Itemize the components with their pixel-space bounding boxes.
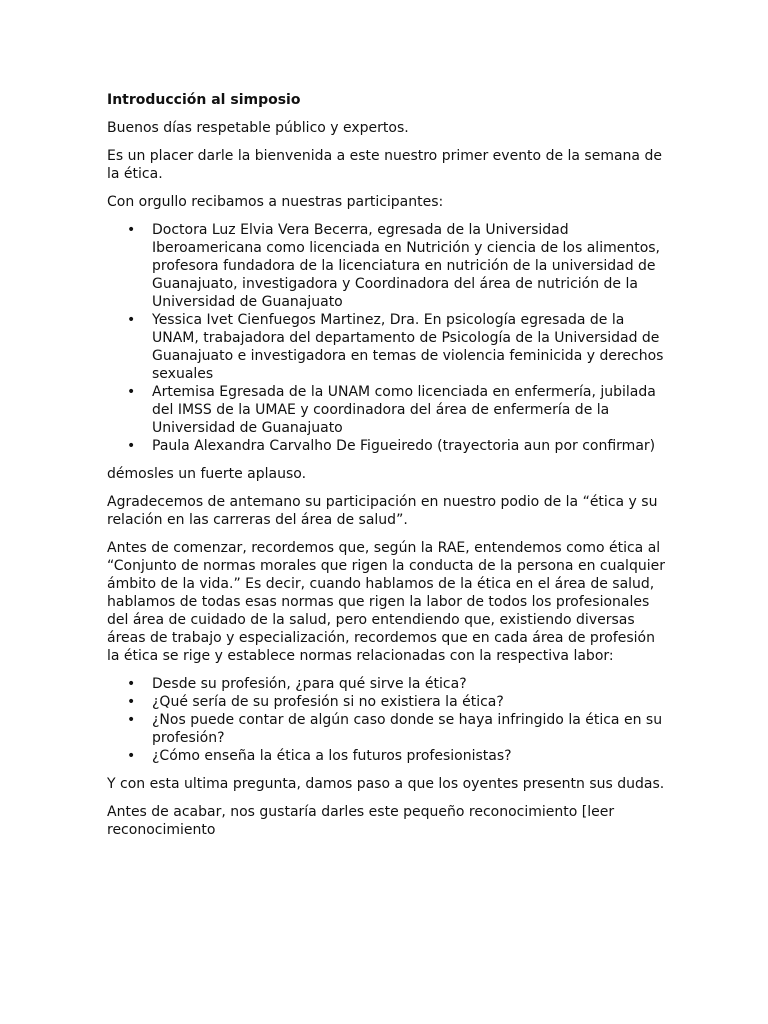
list-item: • Yessica Ivet Cienfuegos Martinez, Dra. En psicología egresada de la UNAM, trabajadora del departamento de Psicología de la Universidad de Guanajuato e investigadora en temas de violencia feminicida y derechos sexuales xyxy=(107,311,667,383)
participants-list xyxy=(107,221,667,455)
participants-intro: Con orgullo recibamos a nuestras participantes: xyxy=(107,194,444,210)
questions-list xyxy=(107,675,667,765)
closing-questions-paragraph: Y con esta ultima pregunta, damos paso a que los oyentes presentn sus dudas. xyxy=(107,776,665,792)
list-item: • ¿Qué sería de su profesión si no existiera la ética? xyxy=(107,693,667,711)
list-item: • Desde su profesión, ¿para qué sirve la ética? xyxy=(107,675,667,693)
list-item: • Paula Alexandra Carvalho De Figueiredo (trayectoria aun por confirmar) xyxy=(107,437,667,455)
thanks-paragraph: Agradecemos de antemano su participación en nuestro podio de la “ética y su relación en las carreras del área de salud”. xyxy=(107,494,658,528)
list-item: • ¿Cómo enseña la ética a los futuros profesionistas? xyxy=(107,747,667,765)
closing-paragraph: Antes de acabar, nos gustaría darles este pequeño reconocimiento [leer reconocimiento xyxy=(107,804,615,838)
welcome-paragraph: Es un placer darle la bienvenida a este nuestro primer evento de la semana de la ética. xyxy=(107,148,662,182)
document-page xyxy=(107,91,667,849)
list-item: • ¿Nos puede contar de algún caso donde se haya infringido la ética en su profesión? xyxy=(107,711,667,747)
definition-paragraph: Antes de comenzar, recordemos que, según la RAE, entendemos como ética al “Conjunto de normas morales que rigen la conducta de la persona en cualquier ámbito de la vida.” Es decir, cuando hablamos de la ética en el área de salud, hablamos de todas esas normas que rigen la labor de todos los profesionales del área de cuidado de la salud, pero entendiendo que, existiendo diversas áreas de trabajo y especialización, recordemos que en cada área de profesión la ética se rige y establece normas relacionadas con la respectiva labor: xyxy=(107,540,665,664)
greeting-paragraph: Buenos días respetable público y expertos. xyxy=(107,120,409,136)
list-item: • Artemisa Egresada de la UNAM como licenciada en enfermería, jubilada del IMSS de la UMAE y coordinadora del área de enfermería de la Universidad de Guanajuato xyxy=(107,383,667,437)
list-item: • Doctora Luz Elvia Vera Becerra, egresada de la Universidad Iberoamericana como licenciada en Nutrición y ciencia de los alimentos, profesora fundadora de la licenciatura en nutrición de la universidad de Guanajuato, investigadora y Coordinadora del área de nutrición de la Universidad de Guanajuato xyxy=(107,221,667,311)
applause-paragraph: démosles un fuerte aplauso. xyxy=(107,466,307,482)
document-title: Introducción al simposio xyxy=(107,92,301,108)
